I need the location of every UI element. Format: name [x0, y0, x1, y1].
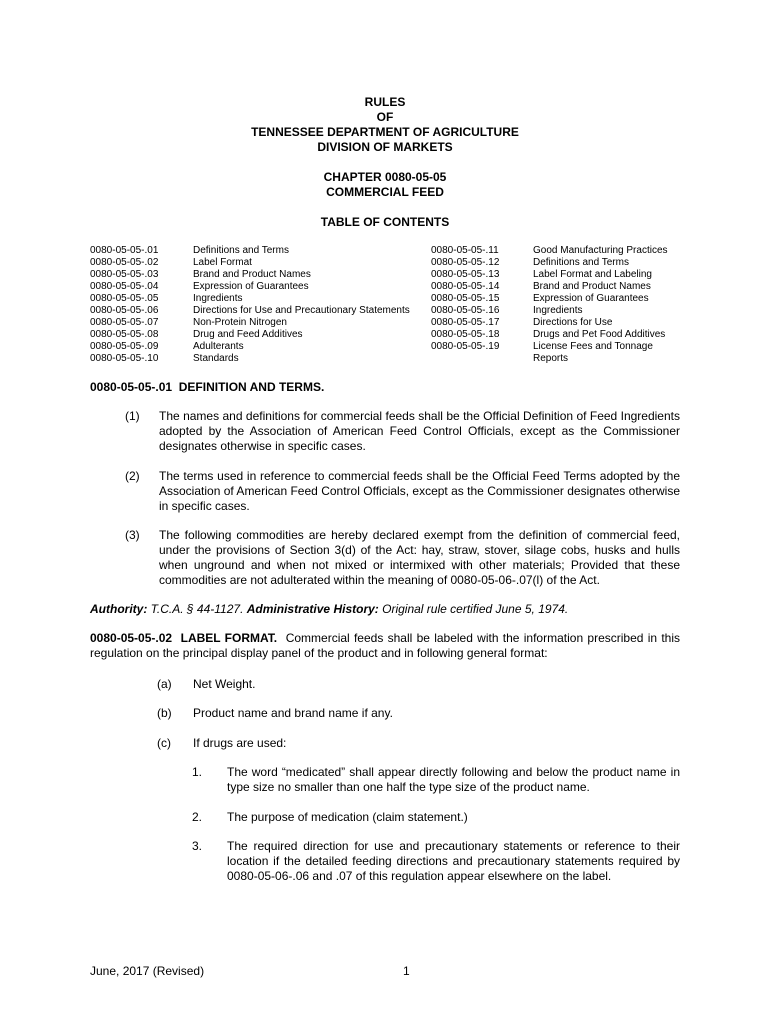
authority-label: Authority:: [90, 602, 148, 616]
list-text: Net Weight.: [193, 677, 256, 691]
list-label: (c): [157, 736, 171, 750]
toc-entry-number: 0080-05-05-.04: [90, 281, 159, 292]
toc-entry-number: 0080-05-05-.08: [90, 329, 159, 340]
toc-entry-title[interactable]: Adulterants: [193, 341, 244, 352]
toc-entry-number: 0080-05-05-.14: [431, 281, 500, 292]
toc-entry-number: 0080-05-05-.10: [90, 353, 159, 364]
toc-entry-title[interactable]: Ingredients: [193, 293, 243, 304]
toc-entry-title[interactable]: Reports: [533, 353, 569, 364]
toc-entry-title[interactable]: Non-Protein Nitrogen: [193, 317, 287, 328]
toc-entry-title[interactable]: Standards: [193, 353, 239, 364]
page-number: 1: [403, 964, 410, 978]
toc-entry-title[interactable]: Drugs and Pet Food Additives: [533, 329, 666, 340]
sublist-label: 1.: [192, 765, 203, 779]
title-department: TENNESSEE DEPARTMENT OF AGRICULTURE: [251, 125, 519, 139]
toc-entry-number: 0080-05-05-.11: [431, 245, 499, 256]
toc-entry-number: 0080-05-05-.12: [431, 257, 500, 268]
footer-date: June, 2017 (Revised): [90, 964, 205, 978]
toc-entry-title[interactable]: Expression of Guarantees: [533, 293, 649, 304]
toc-entry-title[interactable]: Brand and Product Names: [533, 281, 651, 292]
paragraph-number: (2): [125, 469, 140, 483]
toc-entry-number: 0080-05-05-.07: [90, 317, 159, 328]
sublist-text: The purpose of medication (claim statement.): [227, 810, 468, 824]
toc-entry-number: 0080-05-05-.13: [431, 269, 500, 280]
list-label: (a): [157, 677, 172, 691]
toc-heading: TABLE OF CONTENTS: [320, 215, 450, 229]
toc-entry-title[interactable]: Label Format and Labeling: [533, 269, 652, 280]
toc-entry-number: 0080-05-05-.18: [431, 329, 500, 340]
toc-entry-title[interactable]: Brand and Product Names: [193, 269, 311, 280]
toc-entry-title[interactable]: Ingredients: [533, 305, 583, 316]
history-value: Original rule certified June 5, 1974.: [382, 602, 569, 616]
title-division: DIVISION OF MARKETS: [317, 140, 453, 154]
paragraph-text: The names and definitions for commercial feeds shall be the Official Definition of Feed Ingredients adopted by the Association of American Feed Control Officials, except as the Commissioner designates otherwise in specific cases.: [159, 409, 680, 453]
toc-entry-title[interactable]: Expression of Guarantees: [193, 281, 309, 292]
toc-left-titles: [193, 245, 410, 365]
toc-entry-title[interactable]: Definitions and Terms: [533, 257, 629, 268]
authority-line: [90, 602, 568, 617]
sublist-text: The required direction for use and precautionary statements or reference to their location if the detailed feeding directions and precautionary statements required by 0080-05-06-.06 and .07 of this regulation appear elsewhere on the label.: [227, 839, 680, 883]
sublist-label: 2.: [192, 810, 203, 824]
paragraph-text: The terms used in reference to commercial feeds shall be the Official Feed Terms adopted by the Association of American Feed Control Officials, except as the Commissioner designates otherwise in specific cases.: [159, 469, 680, 513]
title-of: OF: [376, 110, 394, 124]
title-rules: RULES: [364, 95, 406, 109]
toc-entry-number: 0080-05-05-.19: [431, 341, 500, 352]
toc-entry-number: 0080-05-05-.06: [90, 305, 159, 316]
toc-entry-title[interactable]: Label Format: [193, 257, 252, 268]
section-heading: 0080-05-05-.01 DEFINITION AND TERMS.: [90, 380, 325, 394]
toc-entry-number: 0080-05-05-.01: [90, 245, 159, 256]
list-label: (b): [157, 706, 172, 720]
paragraph-number: (3): [125, 528, 140, 542]
toc-entry-title[interactable]: Definitions and Terms: [193, 245, 289, 256]
authority-value: T.C.A. § 44-1127.: [150, 602, 244, 616]
toc-entry-title[interactable]: Good Manufacturing Practices: [533, 245, 668, 256]
toc-right-titles: [533, 245, 668, 365]
toc-entry-number: 0080-05-05-.15: [431, 293, 500, 304]
section-2-intro: [90, 631, 680, 661]
toc-entry-number: 0080-05-05-.09: [90, 341, 159, 352]
toc-entry-number: 0080-05-05-.02: [90, 257, 159, 268]
section-heading: 0080-05-05-.02 LABEL FORMAT.: [90, 631, 278, 645]
paragraph-text: The following commodities are hereby declared exempt from the definition of commercial feed, under the provisions of Section 3(d) of the Act: hay, straw, stover, silage cobs, husks and hulls when unground and when not mixed or intermixed with other materials; Provided that these commodities are not adulterated within the meaning of 0080-05-06-.07(l) of the Act.: [159, 528, 680, 587]
toc-entry-title[interactable]: Directions for Use and Precautionary Statements: [193, 305, 410, 316]
section-intro-text: Commercial feeds shall be labeled with the information prescribed in this regulation on the principal display panel of the product and in following general format:: [90, 631, 681, 660]
toc-entry-title[interactable]: Drug and Feed Additives: [193, 329, 303, 340]
toc-entry-number: 0080-05-05-.05: [90, 293, 159, 304]
toc-left-numbers: [90, 245, 158, 365]
toc-entry-number: 0080-05-05-.17: [431, 317, 500, 328]
chapter-title: COMMERCIAL FEED: [326, 185, 444, 199]
sublist-label: 3.: [192, 839, 203, 853]
toc-entry-title[interactable]: License Fees and Tonnage: [533, 341, 653, 352]
sublist-text: The word “medicated” shall appear directly following and below the product name in type size no smaller than one half the type size of the product name.: [227, 765, 680, 794]
toc-entry-number: 0080-05-05-.16: [431, 305, 500, 316]
toc-entry-number: 0080-05-05-.03: [90, 269, 159, 280]
toc-entry-title[interactable]: Directions for Use: [533, 317, 613, 328]
list-text: If drugs are used:: [193, 736, 287, 750]
chapter-number: CHAPTER 0080-05-05: [323, 170, 447, 184]
history-label: Administrative History:: [246, 602, 379, 616]
list-text: Product name and brand name if any.: [193, 706, 393, 720]
toc-right-numbers: [431, 245, 499, 353]
paragraph-number: (1): [125, 409, 140, 423]
